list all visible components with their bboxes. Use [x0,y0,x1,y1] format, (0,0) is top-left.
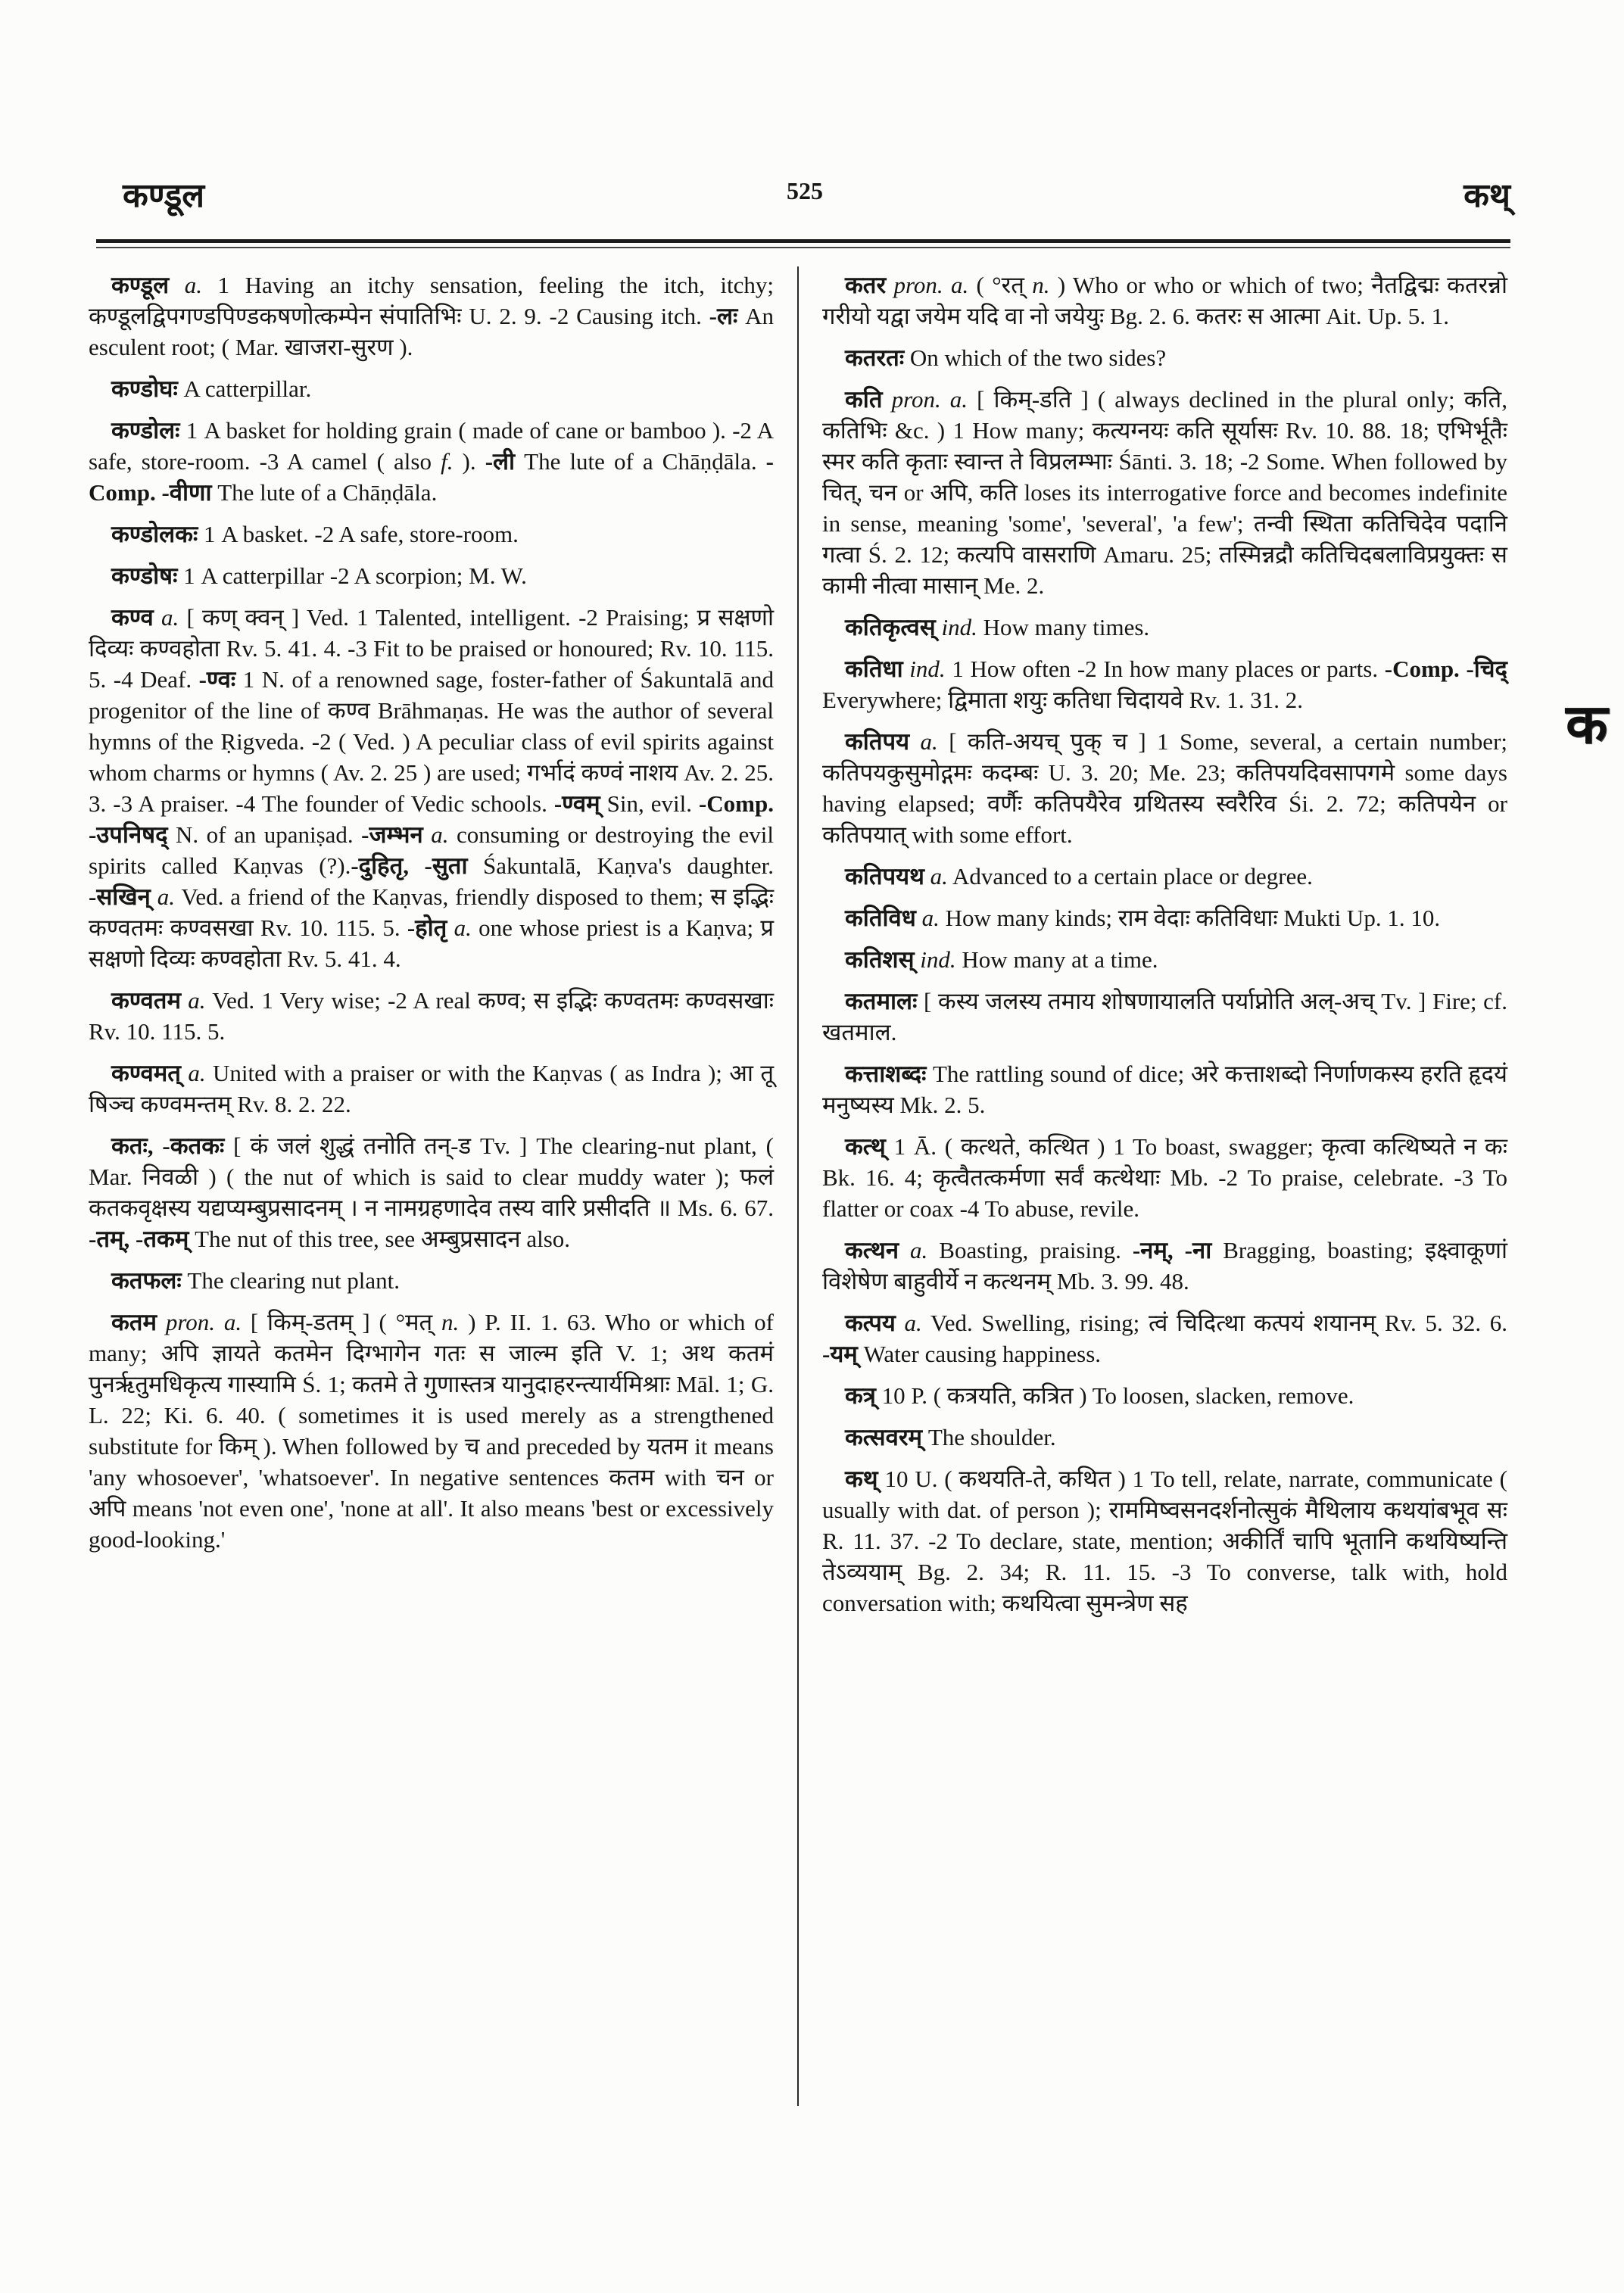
grammar-label: a. [899,1237,928,1263]
sub-entry-term: -होतृ [407,914,447,941]
dictionary-entry [822,1463,1507,1618]
headword: कतमालः [845,988,918,1014]
definition-text: The lute of a Chāṇḍāla. [515,448,766,475]
definition-text: An esculent root; ( Mar. खाजरा-सुरण ). [89,303,774,360]
grammar-label: a. [915,905,940,931]
sub-entry-term: -तम्, -तकम् [89,1226,189,1252]
headword: कतर [845,272,887,298]
headword: कत्ताशब्दः [845,1061,927,1087]
grammar-label: ind. [914,946,956,973]
dictionary-entry [822,1380,1507,1411]
definition-text: 1 Ā. ( कत्थते, कत्थित ) 1 To boast, swagger; कृत्वा कत्थिष्यते न कः Bk. 16. 4; कृत्वैतत्कर्मणा सर्वं कत्थेथाः Mb. -2 To praise, celebrate. -3 To flatter or coax -4 To abuse, revile. [822,1133,1507,1222]
definition-text: A catterpillar. [177,375,312,402]
dictionary-entry [822,861,1507,892]
left-guide-word: कण्डूल [123,177,205,214]
grammar-label: n. [441,1309,460,1335]
dictionary-entry [822,944,1507,975]
headword: कण्व [111,604,154,631]
definition-text: Advanced to a certain place or degree. [947,863,1313,889]
grammar-label: a. [150,883,176,910]
headword: कथ् [845,1466,878,1492]
sub-entry-term: -ली [485,448,516,475]
definition-text: On which of the two sides? [904,344,1167,371]
headword: कण्डोलकः [111,521,198,547]
column-divider [797,266,799,2106]
definition-text: one whose priest is a Kaṇva; प्र सक्षणो दिव्यः कण्वहोता Rv. 5. 41. 4. [89,914,774,972]
headword: कतिपयथ [845,863,924,889]
headword: कण्वतम [111,987,181,1014]
definition-text: The rattling sound of dice; अरे कत्ताशब्दो निर्णाणकस्य हरति हृदयं मनुष्यस्य Mk. 2. 5. [822,1061,1507,1118]
definition-text: The shoulder. [922,1424,1056,1450]
sub-entry-term: -Comp. -चिद् [1384,656,1507,682]
definition-text: Ved. Swelling, rising; त्वं चिदित्था कत्पयं शयानम् Rv. 5. 32. 6. [921,1310,1508,1336]
sub-entry-term: -ण्वः [198,666,236,693]
dictionary-entry [822,612,1507,643]
definition-text: How many times. [977,614,1150,640]
dictionary-entry [89,269,774,363]
headword: कत्र् [845,1382,876,1409]
dictionary-entry [89,985,774,1047]
headword: कत्थ् [845,1133,886,1160]
definition-text: ( °रत् [968,272,1033,298]
dictionary-entry [822,902,1507,933]
dictionary-entry [822,269,1507,332]
definition-text: The nut of this tree, see अम्बुप्रसादन also. [189,1226,571,1252]
grammar-label: a. [909,728,938,755]
headword: कण्डोघः [111,375,178,402]
dictionary-entry [822,986,1507,1048]
definition-text: Ved. a friend of the Kaṇvas, friendly disposed to them; स इद्भिः कण्वतमः कण्वसखा Rv. 10. 115. 5. [89,883,775,941]
dictionary-entry [89,1307,774,1555]
grammar-label: a. [895,1310,922,1336]
definition-text: How many at a time. [955,946,1158,973]
definition-text: 1 A catterpillar -2 A scorpion; M. W. [177,562,527,589]
dictionary-entry [89,602,774,974]
right-guide-word: कथ् [1463,177,1510,214]
definition-text: [ कं जलं शुद्धं तनोति तन्-ड Tv. ] The clearing-nut plant, ( Mar. निवळी ) ( the nut of which is said to clear muddy water ); फलं कतकवृक्षस्य यद्यप्यम्बुप्रसादनम् । न नामग्रहणादेव तस्य वारि प्रसीदति ॥ Ms. 6. 67. [89,1132,774,1221]
definition-text: Ved. 1 Very wise; -2 A real कण्व; स इद्भिः कण्वतमः कण्वसखाः Rv. 10. 115. 5. [89,987,775,1045]
grammar-label: a. [447,914,472,941]
headword: कतिपय [845,728,910,755]
headword: कतः, -कतकः [111,1132,225,1159]
definition-text: 1 N. of a renowned sage, foster-father of Śakuntalā and progenitor of the line of कण्व Brāhmaṇas. He was the author of several hymns of the Ṛigveda. -2 ( Ved. ) A peculiar class of evil spirits against whom charms or hymns ( Av. 2. 25 ) are used; गर्भादं कण्वं नाशय Av. 2. 25. 3. -3 A praiser. -4 The founder of Vedic schools. [89,666,774,817]
grammar-label: f. [441,448,454,475]
grammar-label: a. [422,821,449,848]
headword: कण्डूल [111,272,170,298]
grammar-label: a. [169,272,202,298]
headword: कति [845,386,883,413]
definition-text: 1 Having an itchy sensation, feeling the itch, itchy; कण्डूलद्विपगण्डपिण्डकषणोत्कम्पेन संपातिभिः U. 2. 9. -2 Causing itch. [89,272,774,329]
grammar-label: ind. [935,614,977,640]
sub-entry-term: -नम्, -ना [1132,1237,1212,1263]
definition-text: Bragging, boasting; इक्ष्वाकूणां विशेषेण बाहुवीर्ये न कत्थनम् Mb. 3. 99. 48. [822,1237,1508,1294]
definition-text: ) P. II. 1. 63. Who or which of many; अपि ज्ञायते कतमेन दिग्भागेन गतः स जाल्म इति V. 1; अथ कतमं पुनर्ऋतुमधिकृत्य गास्यामि Ś. 1; कतमे ते गुणास्तत्र यानुदाहरन्त्यार्यमिश्राः Māl. 1; G. L. 22; Ki. 6. 40. ( sometimes it is used merely as a strengthened substitute for किम् ). When followed by च and preceded by यतम it means 'any whosoever', 'whatsoever'. In negative sentences कतम with चन or अपि means 'not even one', 'none at all'. It also means 'best or excessively good-looking.' [89,1309,774,1553]
dictionary-entry [822,1307,1507,1369]
definition-text: N. of an upaniṣad. [167,821,362,848]
definition-text: 10 P. ( कत्रयति, कत्रित ) To loosen, slacken, remove. [875,1382,1354,1409]
dictionary-entry [89,560,774,591]
headword: कण्डोलः [111,417,180,444]
dictionary-entry [89,1130,774,1254]
header-rule-thin [96,247,1510,248]
definition-text: 10 U. ( कथयति-ते, कथित ) 1 To tell, relate, narrate, communicate ( usually with dat. of person ); राममिष्वसनदर्शनोत्सुकं मैथिलाय कथयांबभूव सः R. 11. 37. -2 To declare, state, mention; अकीर्तिं चापि भूतानि कथयिष्यन्ति तेऽव्ययाम् Bg. 2. 34; R. 11. 15. -3 To converse, talk with, hold conversation with; कथयित्वा सुमन्त्रेण सह [822,1466,1507,1616]
headword: कत्थन [845,1237,899,1263]
definition-text: 1 How often -2 In how many places or parts. [945,656,1385,682]
headword: कतम [111,1309,157,1335]
dictionary-entry [89,373,774,404]
definition-text: ) Who or who or which of two; नैतद्विद्मः कतरन्नो गरीयो यद्वा जयेम यदि वा नो जयेयुः Bg. 2. 6. कतरः स आत्मा Ait. Up. 5. 1. [822,272,1508,329]
sub-entry-term: -जम्भन [361,821,423,848]
headword: कतिधा [845,656,903,682]
definition-text: The clearing nut plant. [181,1267,401,1294]
grammar-label: n. [1032,272,1050,298]
sub-entry-term: -ण्वम् [553,790,600,817]
sub-entry-term: -सखिन् [89,883,151,910]
definition-text: [ कस्य जलस्य तमाय शोषणायालति पर्याप्नोति अल्-अच् Tv. ] Fire; cf. खतमाल. [822,988,1507,1045]
headword: कत्सवरम् [845,1424,923,1450]
definition-text: 1 A basket. -2 A safe, store-room. [198,521,519,547]
sub-entry-term: -Comp. -वीणा [89,448,774,506]
headword: कण्वमत् [111,1060,181,1086]
headword: कतिविध [845,905,916,931]
grammar-label: pron. a. [157,1309,242,1335]
dictionary-entry [89,519,774,550]
definition-text: Śakuntalā, Kaṇva's daughter. [467,852,774,879]
dictionary-entry [822,653,1507,715]
definition-text: consuming or destroying the evil spirits called Kaṇvas (?). [89,821,774,879]
grammar-label: a. [924,863,948,889]
definition-text: Sin, evil. [600,790,699,817]
grammar-label: a. [180,987,206,1014]
definition-text: 1 A basket for holding grain ( made of cane or bamboo ). -2 A safe, store-room. -3 A camel ( also [89,417,774,475]
definition-text: Boasting, praising. [927,1237,1133,1263]
grammar-label: ind. [902,656,946,682]
definition-text: ). [453,448,485,475]
headword: कतिशस् [845,946,915,973]
dictionary-entry [89,1265,774,1296]
sub-entry-term: -यम् [822,1341,858,1367]
grammar-label: a. [153,604,179,631]
dictionary-entry [822,726,1507,850]
definition-text: United with a praiser or with the Kaṇvas ( as Indra ); आ तू षिञ्च कण्वमन्तम् Rv. 8. 2. 22. [89,1060,774,1117]
definition-text: Everywhere; द्विमाता शयुः कतिधा चिदायवे Rv. 1. 31. 2. [822,687,1303,713]
headword: कतरतः [845,344,905,371]
definition-text: The lute of a Chāṇḍāla. [211,479,438,506]
sub-entry-term: -दुहितृ, -सुता [351,852,468,879]
headword: कण्डोषः [111,562,178,589]
dictionary-entry [822,1235,1507,1297]
sub-entry-term: -Comp. -उपनिषद् [89,790,774,848]
definition-text: How many kinds; राम वेदाः कतिविधाः Mukti Up. 1. 10. [939,905,1441,931]
right-column [822,269,1507,1629]
definition-text: [ कति-अयच् पुक् च ] 1 Some, several, a certain number; कतिपयकुसुमोद्गमः कदम्बः U. 3. 20; Me. 23; कतिपयदिवसापगमे some days having elapsed; वर्णैः कतिपयैरेव ग्रथितस्य स्वरैरिव Śi. 2. 72; कतिपयेन or कतिपयात् with some effort. [822,728,1508,848]
definition-text: [ कण् क्वन् ] Ved. 1 Talented, intelligent. -2 Praising; प्र सक्षणो दिव्यः कण्वहोता Rv. 5. 41. 4. -3 Fit to be praised or honoured; Rv. 10. 115. 5. -4 Deaf. [89,604,774,693]
headword: कतफलः [111,1267,182,1294]
dictionary-entry [822,1131,1507,1224]
dictionary-entry [822,384,1507,601]
sub-entry-term: -लः [709,303,738,329]
headword: कतिकृत्वस् [845,614,936,640]
dictionary-entry [822,1058,1507,1120]
header-rule-thick [96,239,1510,243]
thumb-index-letter: क [1566,694,1608,755]
headword: कत्पय [845,1310,896,1336]
dictionary-entry [89,1058,774,1120]
dictionary-entry [822,342,1507,373]
definition-text: [ किम्-डतम् ] ( °मत् [242,1309,442,1335]
grammar-label: a. [180,1060,206,1086]
definition-text: Water causing happiness. [857,1341,1102,1367]
definition-text: [ किम्-डति ] ( always declined in the plural only; कति, कतिभिः &c. ) 1 How many; कत्यग्नयः कति सूर्यासः Rv. 10. 88. 18; एभिर्भूतैः स्मर कति कृताः स्वान्त ते विप्रलम्भाः Śānti. 3. 18; -2 Some. When followed by चित्, चन or अपि, कति loses its interrogative force and becomes indefinite in sense, meaning 'some', 'several', 'a few'; तन्वी स्थिता कतिचिदेव पदानि गत्वा Ś. 2. 12; कत्यपि वासराणि Amaru. 25; तस्मिन्नद्रौ कतिचिदबलाविप्रयुक्तः स कामी नीत्वा मासान् Me. 2. [822,386,1507,599]
dictionary-entry [89,415,774,508]
dictionary-entry [822,1422,1507,1453]
grammar-label: pron. a. [886,272,969,298]
left-column [89,269,774,1566]
grammar-label: pron. a. [882,386,968,413]
page-number: 525 [787,177,823,204]
